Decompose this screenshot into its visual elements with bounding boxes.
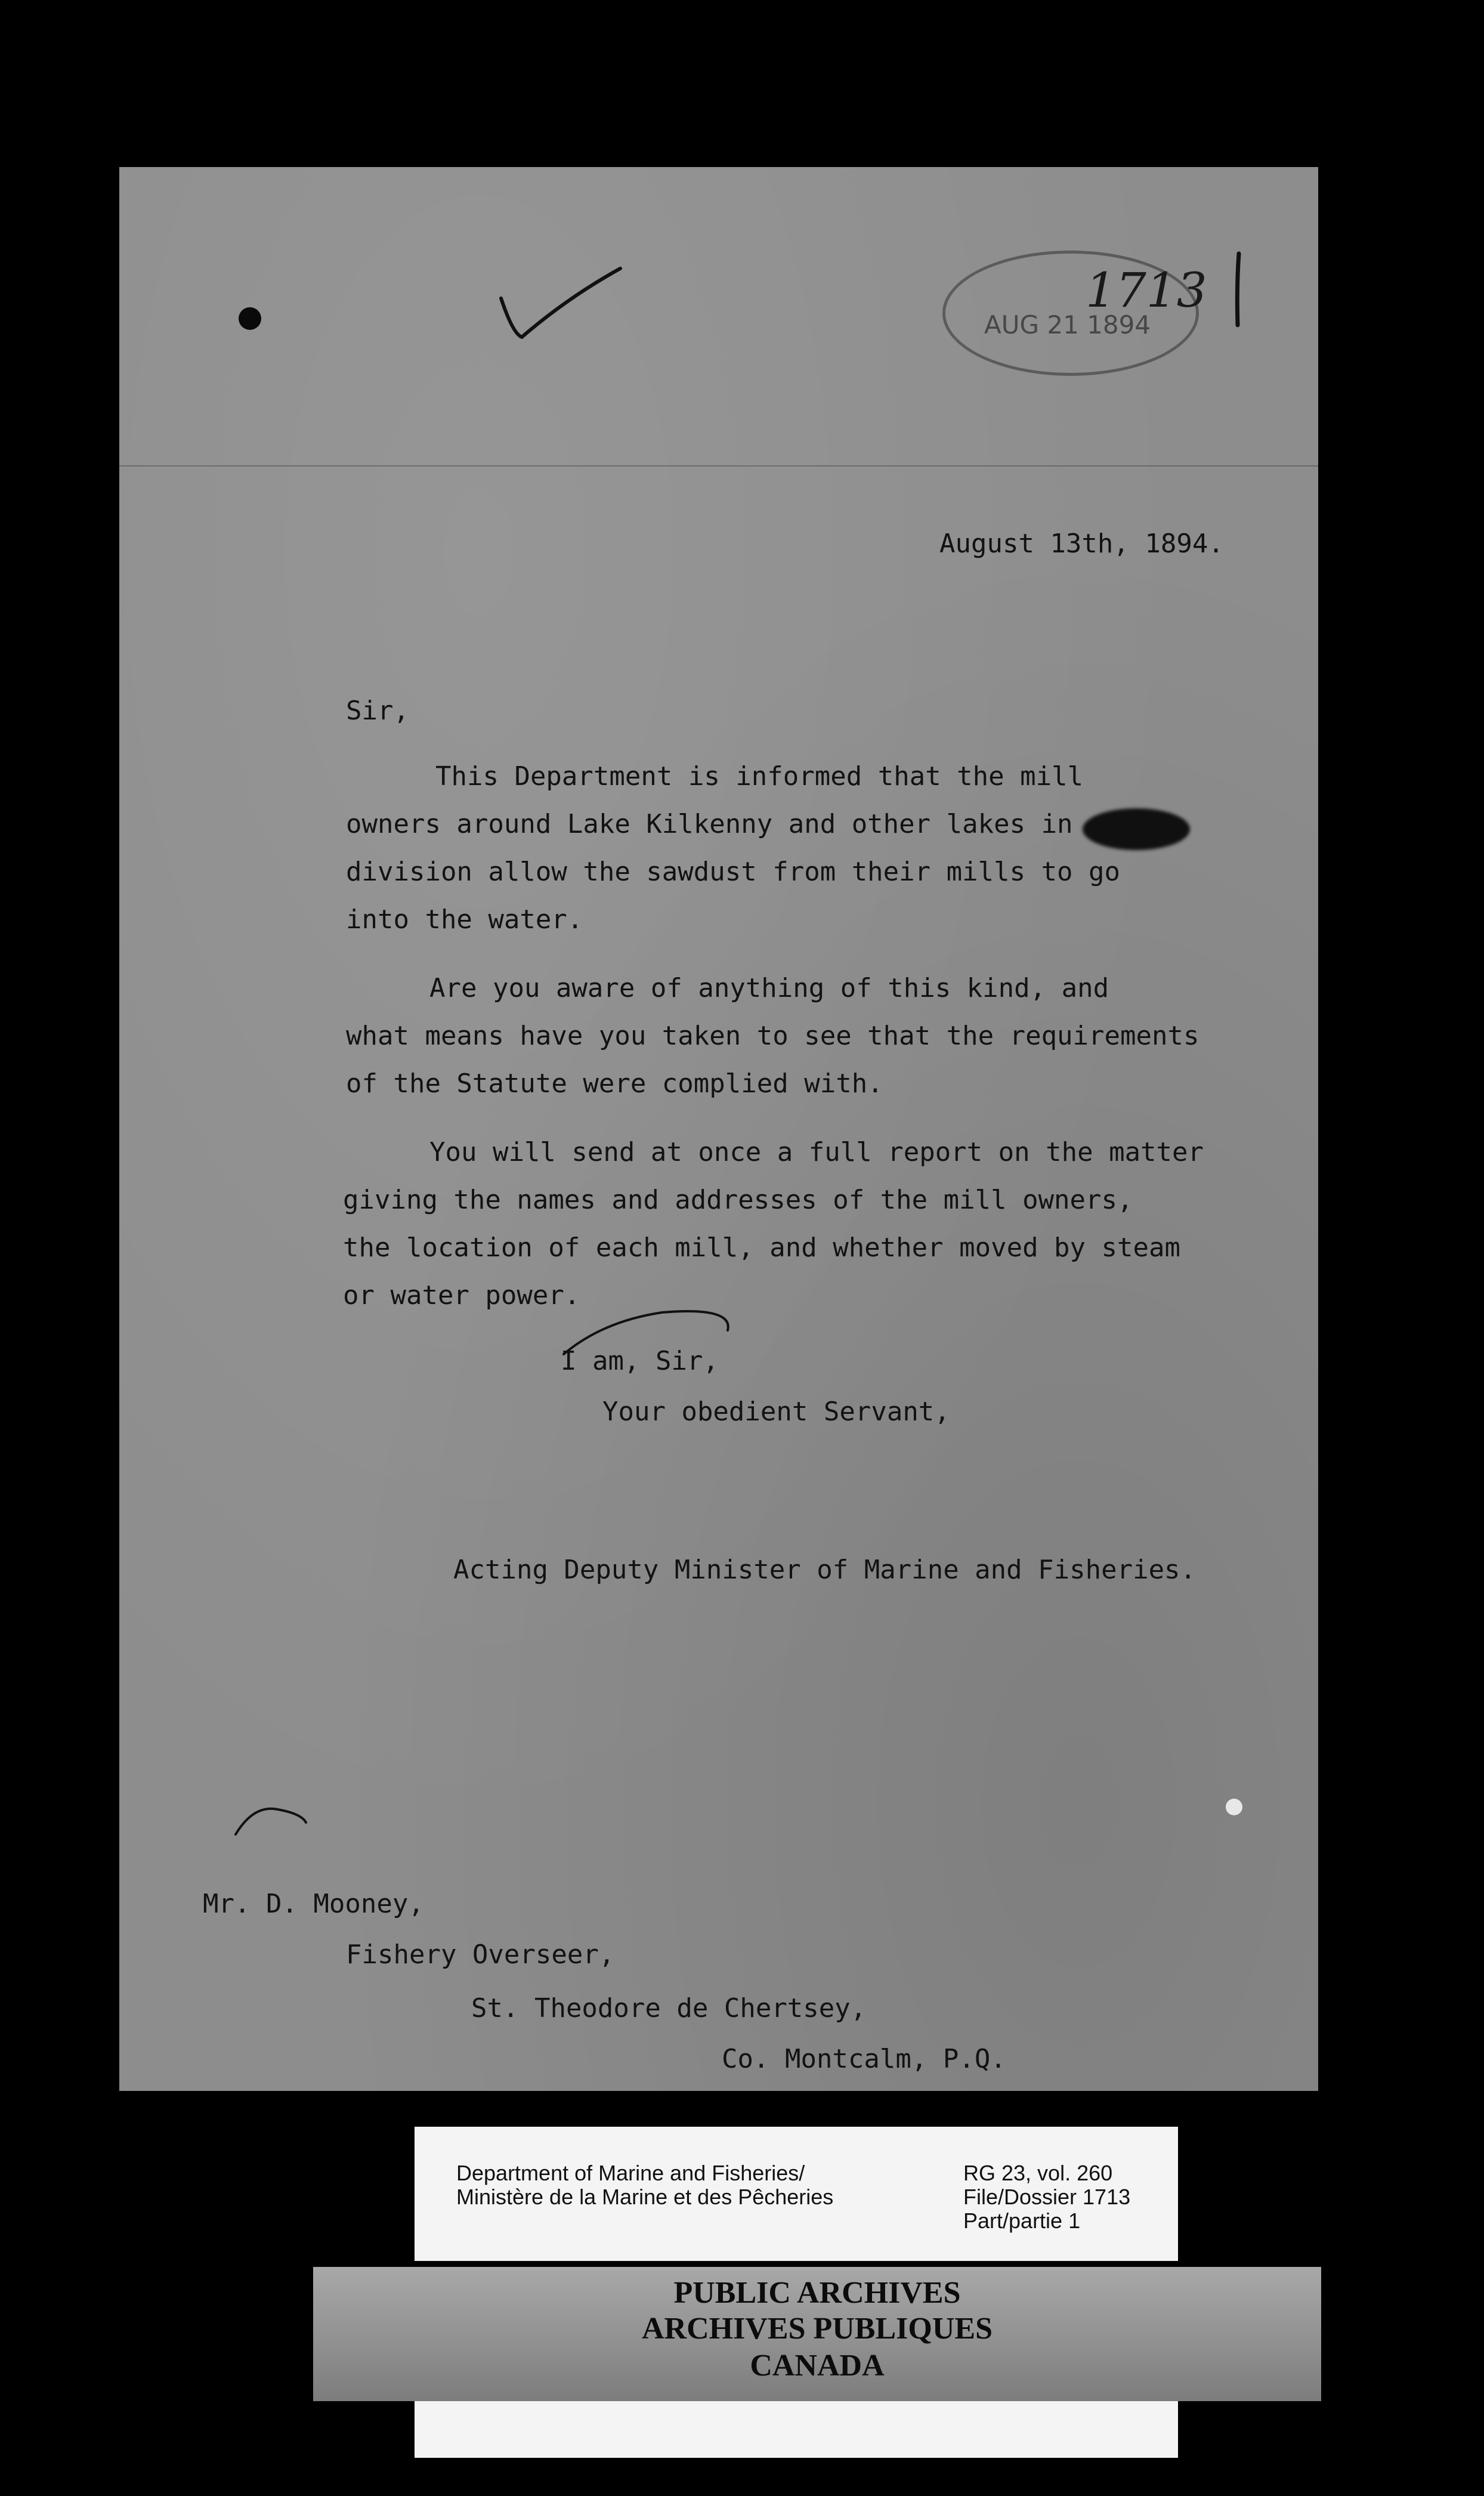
stamp-file-number: 1713 (1086, 262, 1207, 318)
banner-line-2: ARCHIVES PUBLIQUES (641, 2312, 993, 2346)
body-line: owners around Lake Kilkenny and other lakes in (346, 809, 1073, 839)
letter-page (119, 167, 1318, 2091)
closing-line: I am, Sir, (561, 1346, 719, 1376)
letter-date: August 13th, 1894. (939, 529, 1224, 559)
banner-line-3: CANADA (750, 2349, 885, 2383)
body-line: or water power. (343, 1280, 580, 1311)
reference-file: File/Dossier 1713 (963, 2185, 1131, 2209)
reference-part: Part/partie 1 (963, 2208, 1081, 2233)
department-name-fr: Ministère de la Marine et des Pêcheries (456, 2185, 834, 2209)
archive-banner (313, 2267, 1321, 2401)
stamp-date: AUG 21 1894 (984, 310, 1151, 339)
department-name-en: Department of Marine and Fisheries/ (456, 2161, 805, 2185)
body-line: This Department is informed that the mill (435, 761, 1084, 792)
body-line: the location of each mill, and whether moved by steam (343, 1232, 1180, 1263)
banner-line-1: PUBLIC ARCHIVES (673, 2276, 961, 2310)
body-line: Are you aware of anything of this kind, and (429, 973, 1109, 1003)
body-line: You will send at once a full report on the matter (429, 1137, 1204, 1167)
archive-label-strip (415, 2401, 1178, 2458)
body-line: into the water. (346, 904, 583, 935)
address-line: Fishery Overseer, (346, 1939, 615, 1970)
address-line: St. Theodore de Chertsey, (471, 1993, 867, 2024)
address-line: Co. Montcalm, P.Q. (722, 2044, 1006, 2074)
signature-title: Acting Deputy Minister of Marine and Fisheries. (453, 1555, 1197, 1585)
body-line: of the Statute were complied with. (346, 1068, 883, 1099)
folio-number (1226, 251, 1250, 328)
check-mark-icon (495, 262, 626, 346)
archive-reference-label (415, 2127, 1178, 2261)
salutation: Sir, (346, 696, 409, 726)
ink-smudge (1083, 808, 1190, 850)
reference-volume: RG 23, vol. 260 (963, 2161, 1113, 2185)
address-line: Mr. D. Mooney, (203, 1889, 424, 1919)
pen-scribble-icon (230, 1799, 313, 1846)
paper-speck (1226, 1799, 1242, 1815)
fold-line (119, 465, 1318, 467)
closing-line: Your obedient Servant, (602, 1397, 950, 1427)
body-line: division allow the sawdust from their mills to go (346, 857, 1121, 887)
punch-hole (239, 307, 261, 330)
body-line: what means have you taken to see that the requirements (346, 1021, 1199, 1051)
body-line: giving the names and addresses of the mill owners, (343, 1185, 1133, 1215)
